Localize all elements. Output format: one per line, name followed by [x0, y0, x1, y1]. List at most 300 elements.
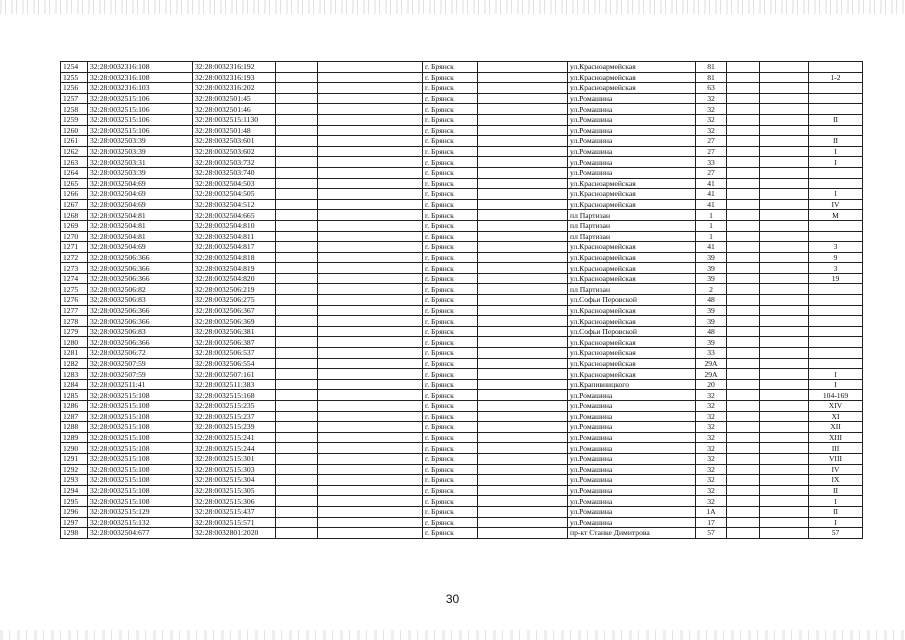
cadastral-number: 32:28:0032316:193	[193, 72, 276, 83]
empty-cell	[478, 369, 568, 380]
cadastral-number: 32:28:0032515:305	[193, 485, 276, 496]
row-number: 1279	[61, 326, 88, 337]
table-row	[61, 432, 863, 443]
empty-cell	[760, 273, 809, 284]
empty-cell	[727, 231, 760, 242]
premises-number	[809, 83, 863, 94]
empty-cell	[276, 305, 318, 316]
table-row	[61, 369, 863, 380]
street: ул.Красноармейская	[568, 337, 696, 348]
premises-number: II	[809, 114, 863, 125]
cadastral-number: 32:28:0032506:554	[193, 358, 276, 369]
empty-cell	[276, 506, 318, 517]
premises-number	[809, 104, 863, 115]
street: ул.Ромашина	[568, 475, 696, 486]
house-number: 27	[696, 146, 727, 157]
city: г. Брянск	[423, 475, 478, 486]
street: ул.Ромашина	[568, 432, 696, 443]
empty-cell	[318, 528, 423, 539]
cadastral-number: 32:28:0032506:369	[193, 316, 276, 327]
city: г. Брянск	[423, 528, 478, 539]
empty-cell	[727, 305, 760, 316]
empty-cell	[727, 390, 760, 401]
empty-cell	[478, 273, 568, 284]
cadastral-quarter: 32:28:0032515:108	[88, 390, 193, 401]
empty-cell	[276, 379, 318, 390]
empty-cell	[727, 401, 760, 412]
empty-cell	[318, 263, 423, 274]
empty-cell	[478, 528, 568, 539]
premises-number: XI	[809, 411, 863, 422]
empty-cell	[478, 295, 568, 306]
empty-cell	[727, 263, 760, 274]
row-number: 1286	[61, 401, 88, 412]
city: г. Брянск	[423, 231, 478, 242]
empty-cell	[318, 178, 423, 189]
register-table	[60, 61, 863, 539]
empty-cell	[727, 242, 760, 253]
empty-cell	[276, 316, 318, 327]
empty-cell	[478, 475, 568, 486]
table-row	[61, 93, 863, 104]
cadastral-quarter: 32:28:0032515:108	[88, 443, 193, 454]
empty-cell	[276, 252, 318, 263]
empty-cell	[276, 72, 318, 83]
street: пл Партизан	[568, 220, 696, 231]
cadastral-number: 32:28:0032515:437	[193, 506, 276, 517]
city: г. Брянск	[423, 146, 478, 157]
street: ул.Ромашина	[568, 157, 696, 168]
premises-number: I	[809, 369, 863, 380]
row-number: 1284	[61, 379, 88, 390]
empty-cell	[760, 453, 809, 464]
house-number: 32	[696, 104, 727, 115]
table-row	[61, 464, 863, 475]
row-number: 1255	[61, 72, 88, 83]
empty-cell	[276, 189, 318, 200]
house-number: 39	[696, 337, 727, 348]
empty-cell	[276, 114, 318, 125]
premises-number	[809, 178, 863, 189]
empty-cell	[727, 210, 760, 221]
cadastral-number: 32:28:0032503:740	[193, 167, 276, 178]
empty-cell	[318, 284, 423, 295]
empty-cell	[727, 167, 760, 178]
empty-cell	[276, 390, 318, 401]
row-number: 1263	[61, 157, 88, 168]
cadastral-quarter: 32:28:0032504:69	[88, 189, 193, 200]
house-number: 32	[696, 443, 727, 454]
empty-cell	[478, 136, 568, 147]
house-number: 32	[696, 114, 727, 125]
city: г. Брянск	[423, 485, 478, 496]
cadastral-quarter: 32:28:0032515:106	[88, 104, 193, 115]
empty-cell	[478, 178, 568, 189]
cadastral-number: 32:28:0032515:571	[193, 517, 276, 528]
empty-cell	[276, 220, 318, 231]
row-number: 1292	[61, 464, 88, 475]
house-number: 29А	[696, 358, 727, 369]
empty-cell	[478, 379, 568, 390]
street: ул.Ромашина	[568, 125, 696, 136]
table-row	[61, 231, 863, 242]
city: г. Брянск	[423, 72, 478, 83]
empty-cell	[760, 83, 809, 94]
empty-cell	[318, 220, 423, 231]
empty-cell	[318, 189, 423, 200]
empty-cell	[760, 72, 809, 83]
row-number: 1268	[61, 210, 88, 221]
empty-cell	[760, 401, 809, 412]
house-number: 1	[696, 231, 727, 242]
empty-cell	[318, 443, 423, 454]
empty-cell	[727, 93, 760, 104]
empty-cell	[727, 114, 760, 125]
row-number: 1289	[61, 432, 88, 443]
cadastral-number: 32:28:0032504:819	[193, 263, 276, 274]
cadastral-quarter: 32:28:0032506:366	[88, 273, 193, 284]
empty-cell	[760, 326, 809, 337]
house-number: 1	[696, 210, 727, 221]
street: ул.Ромашина	[568, 517, 696, 528]
house-number: 41	[696, 242, 727, 253]
empty-cell	[318, 358, 423, 369]
cadastral-number: 32:28:0032507:161	[193, 369, 276, 380]
scan-noise-top	[0, 0, 905, 14]
cadastral-number: 32:28:0032503:601	[193, 136, 276, 147]
table-row	[61, 496, 863, 507]
city: г. Брянск	[423, 295, 478, 306]
empty-cell	[478, 220, 568, 231]
street: ул.Софьи Перовской	[568, 295, 696, 306]
table-row	[61, 220, 863, 231]
table-row	[61, 199, 863, 210]
empty-cell	[760, 390, 809, 401]
empty-cell	[318, 453, 423, 464]
street: ул.Ромашина	[568, 114, 696, 125]
premises-number: IX	[809, 475, 863, 486]
empty-cell	[727, 178, 760, 189]
house-number: 29А	[696, 369, 727, 380]
street: ул.Ромашина	[568, 453, 696, 464]
cadastral-quarter: 32:28:0032504:69	[88, 199, 193, 210]
empty-cell	[276, 443, 318, 454]
row-number: 1259	[61, 114, 88, 125]
empty-cell	[478, 506, 568, 517]
empty-cell	[727, 379, 760, 390]
cadastral-number: 32:28:0032503:732	[193, 157, 276, 168]
row-number: 1294	[61, 485, 88, 496]
cadastral-number: 32:28:0032501:46	[193, 104, 276, 115]
premises-number	[809, 337, 863, 348]
house-number: 1	[696, 220, 727, 231]
row-number: 1277	[61, 305, 88, 316]
empty-cell	[318, 167, 423, 178]
cadastral-quarter: 32:28:0032316:103	[88, 83, 193, 94]
city: г. Брянск	[423, 263, 478, 274]
scan-noise-bottom	[0, 630, 905, 640]
house-number: 32	[696, 453, 727, 464]
table-row	[61, 146, 863, 157]
cadastral-quarter: 32:28:0032504:69	[88, 242, 193, 253]
empty-cell	[276, 496, 318, 507]
empty-cell	[318, 316, 423, 327]
street: пл Партизан	[568, 284, 696, 295]
city: г. Брянск	[423, 178, 478, 189]
empty-cell	[478, 411, 568, 422]
table-row	[61, 485, 863, 496]
empty-cell	[760, 136, 809, 147]
cadastral-quarter: 32:28:0032511:41	[88, 379, 193, 390]
street: ул.Красноармейская	[568, 178, 696, 189]
empty-cell	[727, 83, 760, 94]
empty-cell	[478, 167, 568, 178]
street: ул.Ромашина	[568, 464, 696, 475]
street: ул.Ромашина	[568, 167, 696, 178]
row-number: 1272	[61, 252, 88, 263]
premises-number: XIV	[809, 401, 863, 412]
street: ул.Красноармейская	[568, 358, 696, 369]
cadastral-quarter: 32:28:0032507:59	[88, 358, 193, 369]
house-number: 27	[696, 167, 727, 178]
empty-cell	[760, 263, 809, 274]
empty-cell	[727, 62, 760, 73]
cadastral-number: 32:28:0032504:512	[193, 199, 276, 210]
premises-number	[809, 316, 863, 327]
row-number: 1254	[61, 62, 88, 73]
cadastral-number: 32:28:0032504:818	[193, 252, 276, 263]
table-row	[61, 104, 863, 115]
empty-cell	[276, 146, 318, 157]
empty-cell	[276, 231, 318, 242]
empty-cell	[478, 422, 568, 433]
row-number: 1262	[61, 146, 88, 157]
table-row	[61, 242, 863, 253]
empty-cell	[760, 125, 809, 136]
empty-cell	[760, 231, 809, 242]
premises-number	[809, 305, 863, 316]
premises-number	[809, 125, 863, 136]
city: г. Брянск	[423, 242, 478, 253]
house-number: 57	[696, 528, 727, 539]
empty-cell	[478, 210, 568, 221]
empty-cell	[318, 496, 423, 507]
city: г. Брянск	[423, 422, 478, 433]
cadastral-number: 32:28:0032511:383	[193, 379, 276, 390]
empty-cell	[760, 157, 809, 168]
empty-cell	[727, 72, 760, 83]
cadastral-quarter: 32:28:0032515:108	[88, 496, 193, 507]
city: г. Брянск	[423, 316, 478, 327]
premises-number	[809, 93, 863, 104]
city: г. Брянск	[423, 125, 478, 136]
street: ул.Ромашина	[568, 485, 696, 496]
empty-cell	[478, 485, 568, 496]
empty-cell	[760, 528, 809, 539]
table-row	[61, 72, 863, 83]
premises-number: 9	[809, 252, 863, 263]
city: г. Брянск	[423, 464, 478, 475]
empty-cell	[760, 252, 809, 263]
cadastral-number: 32:28:0032316:202	[193, 83, 276, 94]
empty-cell	[318, 517, 423, 528]
cadastral-quarter: 32:28:0032515:108	[88, 453, 193, 464]
cadastral-number: 32:28:0032515:235	[193, 401, 276, 412]
cadastral-number: 32:28:0032504:810	[193, 220, 276, 231]
house-number: 63	[696, 83, 727, 94]
empty-cell	[727, 348, 760, 359]
table-row	[61, 114, 863, 125]
empty-cell	[727, 295, 760, 306]
street: ул.Ромашина	[568, 422, 696, 433]
house-number: 32	[696, 93, 727, 104]
house-number: 41	[696, 199, 727, 210]
empty-cell	[760, 464, 809, 475]
cadastral-quarter: 32:28:0032515:108	[88, 464, 193, 475]
empty-cell	[478, 125, 568, 136]
cadastral-number: 32:28:0032515:306	[193, 496, 276, 507]
premises-number: 1-2	[809, 72, 863, 83]
empty-cell	[727, 316, 760, 327]
street: ул.Ромашина	[568, 136, 696, 147]
empty-cell	[727, 337, 760, 348]
premises-number	[809, 348, 863, 359]
street: ул.Красноармейская	[568, 263, 696, 274]
row-number: 1293	[61, 475, 88, 486]
city: г. Брянск	[423, 443, 478, 454]
house-number: 48	[696, 326, 727, 337]
empty-cell	[478, 242, 568, 253]
table-row	[61, 136, 863, 147]
empty-cell	[760, 62, 809, 73]
house-number: 32	[696, 485, 727, 496]
empty-cell	[760, 178, 809, 189]
empty-cell	[318, 252, 423, 263]
empty-cell	[760, 379, 809, 390]
house-number: 32	[696, 125, 727, 136]
empty-cell	[478, 199, 568, 210]
cadastral-number: 32:28:0032515:303	[193, 464, 276, 475]
empty-cell	[478, 316, 568, 327]
empty-cell	[276, 136, 318, 147]
table-row	[61, 178, 863, 189]
empty-cell	[276, 167, 318, 178]
empty-cell	[727, 506, 760, 517]
cadastral-quarter: 32:28:0032506:83	[88, 326, 193, 337]
empty-cell	[727, 252, 760, 263]
street: ул.Красноармейская	[568, 189, 696, 200]
premises-number: 104-169	[809, 390, 863, 401]
street: ул.Красноармейская	[568, 83, 696, 94]
street: ул.Красноармейская	[568, 348, 696, 359]
empty-cell	[318, 348, 423, 359]
cadastral-quarter: 32:28:0032506:366	[88, 305, 193, 316]
empty-cell	[727, 432, 760, 443]
cadastral-quarter: 32:28:0032515:106	[88, 114, 193, 125]
row-number: 1287	[61, 411, 88, 422]
house-number: 33	[696, 157, 727, 168]
row-number: 1269	[61, 220, 88, 231]
empty-cell	[727, 220, 760, 231]
house-number: 81	[696, 72, 727, 83]
empty-cell	[727, 453, 760, 464]
empty-cell	[760, 432, 809, 443]
cadastral-quarter: 32:28:0032503:39	[88, 167, 193, 178]
empty-cell	[478, 464, 568, 475]
row-number: 1297	[61, 517, 88, 528]
street: ул.Красноармейская	[568, 242, 696, 253]
cadastral-quarter: 32:28:0032506:366	[88, 252, 193, 263]
empty-cell	[478, 231, 568, 242]
cadastral-number: 32:28:0032504:505	[193, 189, 276, 200]
table-row	[61, 517, 863, 528]
empty-cell	[276, 263, 318, 274]
cadastral-quarter: 32:28:0032515:129	[88, 506, 193, 517]
empty-cell	[478, 263, 568, 274]
cadastral-number: 32:28:0032515:301	[193, 453, 276, 464]
row-number: 1291	[61, 453, 88, 464]
table-row	[61, 390, 863, 401]
empty-cell	[760, 422, 809, 433]
empty-cell	[727, 411, 760, 422]
premises-number	[809, 295, 863, 306]
table-row	[61, 62, 863, 73]
cadastral-number: 32:28:0032504:503	[193, 178, 276, 189]
empty-cell	[318, 104, 423, 115]
table-row	[61, 295, 863, 306]
street: ул.Красноармейская	[568, 199, 696, 210]
empty-cell	[478, 189, 568, 200]
house-number: 32	[696, 401, 727, 412]
table-row	[61, 167, 863, 178]
empty-cell	[760, 443, 809, 454]
street: ул.Красноармейская	[568, 305, 696, 316]
empty-cell	[276, 358, 318, 369]
empty-cell	[318, 295, 423, 306]
empty-cell	[318, 93, 423, 104]
empty-cell	[276, 199, 318, 210]
house-number: 32	[696, 464, 727, 475]
table-row	[61, 157, 863, 168]
city: г. Брянск	[423, 432, 478, 443]
cadastral-number: 32:28:0032506:367	[193, 305, 276, 316]
empty-cell	[478, 453, 568, 464]
table-row	[61, 506, 863, 517]
street: ул.Красноармейская	[568, 316, 696, 327]
cadastral-number: 32:28:0032501:45	[193, 93, 276, 104]
premises-number: I	[809, 157, 863, 168]
premises-number	[809, 231, 863, 242]
empty-cell	[478, 146, 568, 157]
cadastral-quarter: 32:28:0032504:81	[88, 220, 193, 231]
cadastral-number: 32:28:0032506:387	[193, 337, 276, 348]
empty-cell	[318, 464, 423, 475]
table-row	[61, 273, 863, 284]
empty-cell	[760, 284, 809, 295]
street: ул.Ромашина	[568, 443, 696, 454]
empty-cell	[276, 453, 318, 464]
empty-cell	[276, 210, 318, 221]
cadastral-quarter: 32:28:0032515:108	[88, 401, 193, 412]
city: г. Брянск	[423, 401, 478, 412]
table-row	[61, 316, 863, 327]
cadastral-quarter: 32:28:0032506:72	[88, 348, 193, 359]
row-number: 1271	[61, 242, 88, 253]
empty-cell	[318, 411, 423, 422]
cadastral-quarter: 32:28:0032316:108	[88, 72, 193, 83]
house-number: 33	[696, 348, 727, 359]
row-number: 1273	[61, 263, 88, 274]
